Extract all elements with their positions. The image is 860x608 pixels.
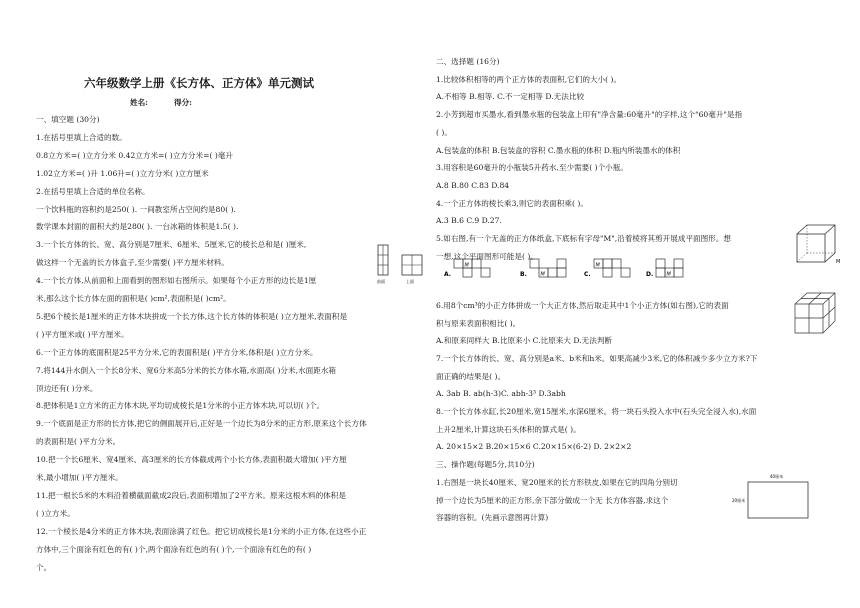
sheet-width-label: 20厘米 <box>732 498 746 503</box>
text-line: 上升2厘米,计算这块石头体积的算式是( )。 <box>436 424 581 434</box>
name-label: 姓名: <box>130 98 148 107</box>
svg-text:M: M <box>595 262 600 269</box>
text-line: 11.把一根长5米的木料沿着横截面截成2段后,表面积增加了2平方米。原来这根木料的体积是 <box>36 490 346 500</box>
front-view-label: 前面 <box>377 279 385 284</box>
text-line: 三、操作题(每题5分,共10分) <box>436 460 535 470</box>
option-a-label: A. <box>444 271 452 278</box>
text-line: A.3 B.6 C.9 D.27. <box>436 216 502 226</box>
text-line: 3.用容积是60毫升的小瓶装5升药水,至少需要( )个小瓶。 <box>436 163 628 173</box>
text-line: 1.在括号里填上合适的数。 <box>36 132 127 142</box>
page-title: 六年级数学上册《长方体、正方体》单元测试 <box>84 76 314 90</box>
text-line: 二、选择题 (16分) <box>436 57 500 66</box>
cube-missing-corner-figure <box>792 290 838 336</box>
text-line: 掉一个边长为5厘米的正方形,余下部分做成一个无 长方体容器,求这个 <box>436 495 669 505</box>
text-line: 1.右图是一块长40厘米、宽20厘米的长方形铁皮,如果在它的四角分别切 <box>436 477 678 487</box>
svg-text:M: M <box>666 271 671 278</box>
text-line: 顶边还有( )分米。 <box>36 383 98 393</box>
option-d-label: D. <box>646 271 654 278</box>
top-view-label: 上面 <box>406 279 414 284</box>
text-line: ( )立方米。 <box>36 508 75 518</box>
option-c-label: C. <box>584 271 591 278</box>
open-box-figure <box>794 222 840 264</box>
text-line: 5.如右图,有一个无盖的正方体纸盒,下底标有字母"M",沿着棱将其剪开展成平面图形。想 <box>436 234 732 243</box>
text-line: 积与原来表面积相比( )。 <box>436 318 521 328</box>
text-line: ( )平方厘米或( )平方厘米。 <box>36 329 129 339</box>
text-line: 方体中,三个面涂有红色的有( )个,两个面涂有红色的有( )个,一个面涂有红色的有( ) <box>36 544 312 554</box>
text-line: A.8 B.80 C.83 D.84 <box>436 180 510 190</box>
text-line: 的表面积是( )平方分米。 <box>36 437 121 447</box>
text-line: 2.在括号里填上合适的单位名称。 <box>36 186 150 196</box>
text-line: 米,最小增加( )平方厘米。 <box>36 473 123 482</box>
text-line: 6.用8个cm³的小正方体拼成一个大正方体,然后取走其中1个小正方体(如右图),它的表面 <box>436 300 729 310</box>
text-line: A. 3ab B. ab(h-3)C. abh-3³ D.3abh <box>436 389 566 399</box>
text-line: 容器的容积。(先画示意图再计算) <box>436 513 549 523</box>
text-line: 数学课本封面的面积大约是280( ). 一台冰箱的体积是1.5( ). <box>36 222 239 232</box>
text-line: 3.一个长方体的长、宽、高分别是7厘米、6厘米、5厘米,它的棱长总和是( )厘米, <box>36 240 307 250</box>
text-line: 6.一个正方体的底面积是25平方分米,它的表面积是( )平方分米,体积是( )立方分米。 <box>36 347 318 357</box>
front-top-view-figure <box>374 241 426 285</box>
box-face-letter: M <box>836 259 841 265</box>
text-line: 一想,这个平面图形可能是( )。 <box>436 251 538 261</box>
text-line: 4.一个长方体,从前面和上面看到的图形如右图所示。如果每个小正方形的边长是1厘 <box>36 276 317 286</box>
text-line: 一、填空题 (30分) <box>36 115 100 124</box>
option-b-label: B. <box>520 271 527 278</box>
text-line: 一个饮料瓶的容积约是250( ). 一间教室所占空间约是80( ). <box>36 204 236 214</box>
iron-sheet-figure <box>732 470 816 530</box>
text-line: 4.一个正方体的棱长乘3,则它的表面积乘( )。 <box>436 198 588 208</box>
text-line: ( )。 <box>436 127 452 137</box>
text-line: 12.一个棱长是4分米的正方体木块,表面涂满了红色。把它切成棱长是1分米的小正方体,在这些小正 <box>36 526 367 536</box>
text-line: 7.将144升水倒入一个长8分米、宽6分米高5分米的长方体水箱,水面高( )分米,水面距水箱 <box>36 365 336 375</box>
text-line: A. 20×15×2 B.20×15×6 C.20×15×(6-2) D. 2×2×2 <box>436 442 632 452</box>
text-line: 7.一个长方体的长、宽、高分别是a米、b米和h米。如果高减少3米,它的体积减少多少立方米?下 <box>436 353 758 363</box>
text-line: A.不相等 B.相等. C.不一定相等 D.无法比较 <box>436 92 585 102</box>
text-line: 1.02立方米=( )升 1.06升=( )立方分米( )立方厘米 <box>36 168 209 178</box>
text-line: 米,那么这个长方体左面的面积是( )cm²,表面积是( )cm²。 <box>36 294 231 303</box>
text-line: A.和原来同样大 B.比原来小 C.比原来大 D.无法判断 <box>436 336 613 346</box>
text-line: 做这样一个无盖的长方体盒子,至少需要( )平方厘米材料。 <box>36 258 229 268</box>
text-line: 10.把一个长6厘米、宽4厘米、高3厘米的长方体截成两个小长方体,表面积最大增加( )平方厘 <box>36 455 347 465</box>
text-line: 1.比较体积相等的两个正方体的表面积,它们的大小( )。 <box>436 74 622 84</box>
sheet-length-label: 40厘米 <box>770 474 784 479</box>
text-line: 面正确的结果是( )。 <box>436 371 506 381</box>
text-line: 5.把6个棱长是1厘米的正方体木块拼成一个长方体,这个长方体的体积是( )立方厘米,表面积是 <box>36 311 348 321</box>
text-line: 2.小芳到超市买墨水,看到墨水瓶的包装盒上印有"净含量:60毫升"的字样,这个"60毫升"是指 <box>436 110 743 120</box>
text-line: 0.8立方米=( )立方分米 0.42立方米=( )立方分米=( )毫升 <box>36 150 234 160</box>
text-line: A.包装盒的体积 B.包装盒的容积 C.墨水瓶的体积 D.瓶内所装墨水的体积 <box>436 145 681 155</box>
text-line: 9.一个底面是正方形的长方体,把它的侧面展开后,正好是一个边长为8分米的正方形,原来这个长方体 <box>36 419 367 429</box>
svg-text:M: M <box>540 271 545 278</box>
text-line: 个。 <box>36 562 52 572</box>
score-label: 得分: <box>174 98 192 107</box>
net-options-figure <box>444 254 744 284</box>
text-line: 8.把体积是1立方米的正方体木块,平均切成棱长是1分米的小正方体木块,可以切( )个。 <box>36 401 325 411</box>
text-line: 8.一个长方体水缸,长20厘米,宽15厘米,水深6厘米。将一块石头投入水中(石头完全浸入水),水面 <box>436 407 757 416</box>
svg-text:M: M <box>464 262 469 269</box>
